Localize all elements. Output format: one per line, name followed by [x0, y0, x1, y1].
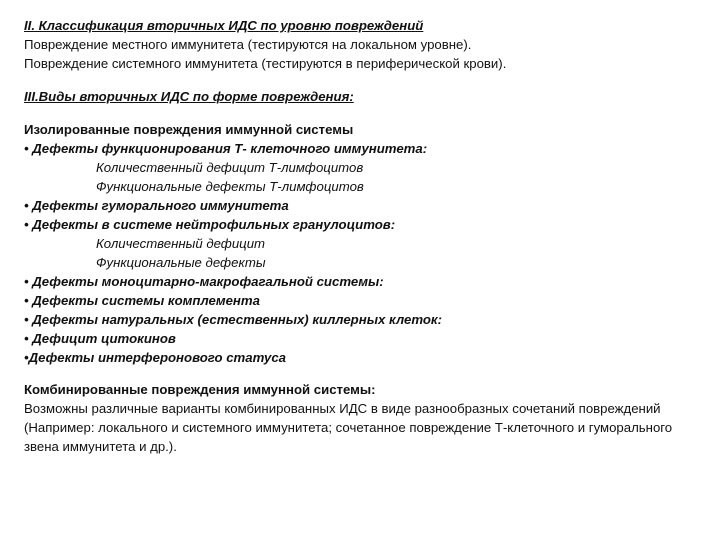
section-2-heading: II. Классификация вторичных ИДС по уровню повреждений — [24, 18, 424, 33]
list-item-cytokines: • Дефицит цитокинов — [24, 331, 176, 346]
sub-item-t-quantitative: Количественный дефицит Т-лимфоцитов — [96, 160, 364, 175]
list-item-complement: • Дефекты системы комплемента — [24, 293, 260, 308]
list-item-nk-cells: • Дефекты натуральных (естественных) киллерных клеток: — [24, 312, 443, 327]
section-2-line-local: Повреждение местного иммунитета (тестируются на локальном уровне). — [24, 37, 472, 52]
combined-paragraph: Возможны различные варианты комбинированных ИДС в виде разнообразных сочетаний повреждений (Например: локального и системного иммунитета; сочетанное повреждение Т-клеточного и гуморального звена иммунитета и др.). — [24, 401, 673, 454]
list-item-monocyte: • Дефекты моноцитарно-макрофагальной системы: — [24, 274, 384, 289]
spacer — [24, 367, 704, 380]
section-2-line-systemic: Повреждение системного иммунитета (тестируются в периферической крови). — [24, 56, 507, 71]
isolated-title: Изолированные повреждения иммунной системы — [24, 122, 354, 137]
spacer — [24, 73, 704, 87]
list-item-t-cell: • Дефекты функционирования Т- клеточного иммунитета: — [24, 141, 428, 156]
spacer — [24, 106, 704, 120]
sub-item-neutrophil-functional: Функциональные дефекты — [96, 255, 266, 270]
section-3-heading: III.Виды вторичных ИДС по форме повреждения: — [24, 89, 354, 104]
document-page — [24, 16, 704, 456]
combined-title: Комбинированные повреждения иммунной системы: — [24, 382, 376, 397]
sub-item-neutrophil-quantitative: Количественный дефицит — [96, 236, 266, 251]
list-item-humoral: • Дефекты гуморального иммунитета — [24, 198, 289, 213]
sub-item-t-functional: Функциональные дефекты Т-лимфоцитов — [96, 179, 364, 194]
list-item-neutrophil: • Дефекты в системе нейтрофильных гранулоцитов: — [24, 217, 396, 232]
list-item-interferon: •Дефекты интерферонового статуса — [24, 350, 286, 365]
